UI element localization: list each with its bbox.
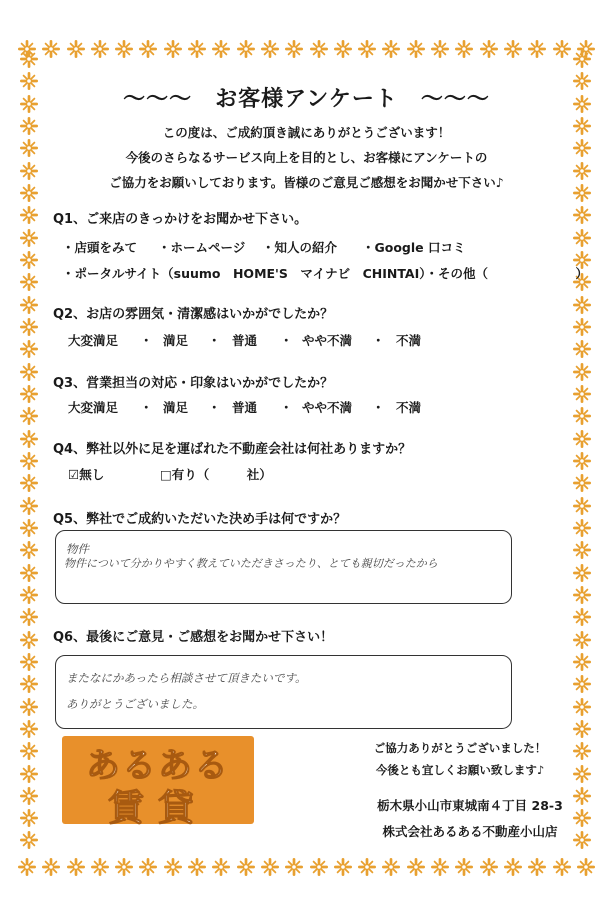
q5-answer-line-1: 物件: [66, 542, 89, 556]
star-flower-icon: [382, 858, 400, 876]
star-flower-icon: [91, 858, 109, 876]
border-bottom: [18, 858, 595, 880]
logo-text-bottom: 賃貸: [107, 788, 208, 829]
scale-option[interactable]: やや不満: [302, 333, 353, 348]
star-flower-icon: [573, 497, 591, 515]
star-flower-icon: [334, 858, 352, 876]
star-flower-icon: [42, 858, 60, 876]
star-flower-icon: [285, 858, 303, 876]
q6-answer-box: [55, 655, 512, 729]
star-flower-icon: [91, 40, 109, 58]
star-flower-icon: [480, 858, 498, 876]
q6-question: Q6、最後にご意見・ご感想をお聞かせ下さい！: [53, 630, 334, 645]
star-flower-icon: [573, 474, 591, 492]
star-flower-icon: [573, 229, 591, 247]
q4-option-yes[interactable]: □有り（ 社）: [160, 467, 272, 482]
scale-separator: ・: [372, 333, 385, 348]
star-flower-icon: [20, 720, 38, 738]
q4-question: Q4、弊社以外に足を運ばれた不動産会社は何社ありますか？: [53, 442, 412, 457]
star-flower-icon: [20, 229, 38, 247]
star-flower-icon: [164, 40, 182, 58]
border-top: [18, 40, 595, 62]
q1-option-storefront[interactable]: ・店頭をみて: [62, 240, 138, 255]
star-flower-icon: [20, 407, 38, 425]
star-flower-icon: [20, 586, 38, 604]
star-flower-icon: [573, 430, 591, 448]
star-flower-icon: [455, 40, 473, 58]
q6-answer-line-1: またなにかあったら相談させて頂きたいです。: [66, 671, 307, 685]
star-flower-icon: [18, 858, 36, 876]
star-flower-icon: [20, 787, 38, 805]
intro-text: [0, 120, 613, 195]
star-flower-icon: [310, 40, 328, 58]
star-flower-icon: [573, 340, 591, 358]
star-flower-icon: [20, 653, 38, 671]
address-line: 栃木県小山市東城南４丁目 28-3: [377, 798, 563, 813]
star-flower-icon: [20, 809, 38, 827]
scale-separator: ・: [280, 400, 293, 415]
intro-line-3: ご協力をお願いしております。皆様のご意見ご感想をお聞かせ下さい♪: [109, 175, 504, 190]
star-flower-icon: [20, 340, 38, 358]
star-flower-icon: [67, 858, 85, 876]
star-flower-icon: [20, 296, 38, 314]
star-flower-icon: [188, 40, 206, 58]
star-flower-icon: [20, 765, 38, 783]
star-flower-icon: [20, 430, 38, 448]
star-flower-icon: [261, 40, 279, 58]
star-flower-icon: [407, 858, 425, 876]
scale-option[interactable]: 満足: [163, 333, 189, 348]
star-flower-icon: [407, 40, 425, 58]
star-flower-icon: [285, 40, 303, 58]
star-flower-icon: [164, 858, 182, 876]
scale-separator: ・: [140, 333, 153, 348]
star-flower-icon: [573, 564, 591, 582]
star-flower-icon: [573, 541, 591, 559]
star-flower-icon: [577, 858, 595, 876]
star-flower-icon: [573, 363, 591, 381]
star-flower-icon: [382, 40, 400, 58]
star-flower-icon: [20, 742, 38, 760]
star-flower-icon: [139, 858, 157, 876]
q5-answer-box: [55, 530, 512, 604]
scale-option[interactable]: 満足: [163, 400, 189, 415]
star-flower-icon: [20, 251, 38, 269]
star-flower-icon: [212, 858, 230, 876]
closing-line-2: 今後とも宜しくお願い致します♪: [375, 763, 545, 777]
star-flower-icon: [20, 698, 38, 716]
star-flower-icon: [573, 653, 591, 671]
star-flower-icon: [20, 497, 38, 515]
star-flower-icon: [573, 206, 591, 224]
star-flower-icon: [20, 519, 38, 537]
star-flower-icon: [139, 40, 157, 58]
star-flower-icon: [573, 765, 591, 783]
star-flower-icon: [358, 40, 376, 58]
star-flower-icon: [504, 858, 522, 876]
star-flower-icon: [573, 50, 591, 68]
scale-option[interactable]: 普通: [232, 400, 258, 415]
q5-question: Q5、弊社でご成約いただいた決め手は何ですか？: [53, 512, 347, 527]
closing-line-1: ご協力ありがとうございました！: [373, 741, 547, 755]
star-flower-icon: [504, 40, 522, 58]
star-flower-icon: [455, 858, 473, 876]
star-flower-icon: [573, 698, 591, 716]
star-flower-icon: [573, 318, 591, 336]
star-flower-icon: [20, 206, 38, 224]
scale-separator: ・: [208, 400, 221, 415]
star-flower-icon: [573, 675, 591, 693]
company-logo: [62, 736, 254, 829]
intro-line-2: 今後のさらなるサービス向上を目的とし、お客様にアンケートの: [125, 150, 488, 165]
q3-question: Q3、営業担当の対応・印象はいかがでしたか？: [53, 376, 334, 391]
q2-question: Q2、お店の雰囲気・清潔感はいかがでしたか？: [53, 307, 334, 322]
star-flower-icon: [115, 40, 133, 58]
logo-text-top: あるある: [86, 746, 230, 786]
q1-option-portal[interactable]: ・ポータルサイト（suumo HOME'S マイナビ CHINTAI）・その他（ ）: [62, 266, 589, 281]
star-flower-icon: [20, 831, 38, 849]
star-flower-icon: [20, 452, 38, 470]
star-flower-icon: [573, 296, 591, 314]
star-flower-icon: [553, 858, 571, 876]
q1-option-homepage[interactable]: ・ホームページ: [158, 240, 246, 255]
star-flower-icon: [67, 40, 85, 58]
scale-option[interactable]: 不満: [396, 400, 422, 415]
star-flower-icon: [20, 608, 38, 626]
star-flower-icon: [573, 608, 591, 626]
scale-option[interactable]: 不満: [396, 333, 422, 348]
star-flower-icon: [115, 858, 133, 876]
q4-option-none[interactable]: ☑無し: [68, 467, 105, 482]
star-flower-icon: [573, 407, 591, 425]
scale-option[interactable]: やや不満: [302, 400, 353, 415]
star-flower-icon: [553, 40, 571, 58]
star-flower-icon: [528, 40, 546, 58]
star-flower-icon: [573, 385, 591, 403]
star-flower-icon: [358, 858, 376, 876]
scale-separator: ・: [280, 333, 293, 348]
star-flower-icon: [237, 858, 255, 876]
star-flower-icon: [310, 858, 328, 876]
star-flower-icon: [42, 40, 60, 58]
scale-option[interactable]: 大変満足: [68, 333, 119, 348]
star-flower-icon: [573, 720, 591, 738]
star-flower-icon: [528, 858, 546, 876]
star-flower-icon: [431, 858, 449, 876]
star-flower-icon: [261, 858, 279, 876]
q1-option-google[interactable]: ・Google 口コミ: [362, 240, 466, 255]
star-flower-icon: [573, 742, 591, 760]
star-flower-icon: [334, 40, 352, 58]
star-flower-icon: [20, 50, 38, 68]
star-flower-icon: [573, 452, 591, 470]
star-flower-icon: [20, 318, 38, 336]
star-flower-icon: [20, 541, 38, 559]
star-flower-icon: [573, 586, 591, 604]
q1-question: Q1、ご来店のきっかけをお聞かせ下さい。: [53, 212, 308, 227]
scale-option[interactable]: 普通: [232, 333, 258, 348]
scale-option[interactable]: 大変満足: [68, 400, 119, 415]
star-flower-icon: [573, 631, 591, 649]
star-flower-icon: [188, 858, 206, 876]
intro-line-1: この度は、ご成約頂き誠にありがとうございます！: [162, 125, 451, 140]
star-flower-icon: [20, 564, 38, 582]
star-flower-icon: [20, 273, 38, 291]
scale-separator: ・: [140, 400, 153, 415]
scale-separator: ・: [372, 400, 385, 415]
star-flower-icon: [20, 631, 38, 649]
star-flower-icon: [20, 675, 38, 693]
star-flower-icon: [20, 385, 38, 403]
page-title: ～～～ お客様アンケート ～～～: [123, 87, 490, 112]
star-flower-icon: [20, 474, 38, 492]
star-flower-icon: [431, 40, 449, 58]
q5-answer-line-2: 物件について分かりやすく教えていただきさったり、とても親切だったから: [64, 557, 438, 570]
scale-separator: ・: [208, 333, 221, 348]
star-flower-icon: [480, 40, 498, 58]
q6-answer-line-2: ありがとうございました。: [66, 697, 204, 711]
star-flower-icon: [237, 40, 255, 58]
star-flower-icon: [212, 40, 230, 58]
company-name: 株式会社あるある不動産小山店: [382, 824, 558, 839]
q1-option-referral[interactable]: ・知人の紹介: [262, 240, 338, 255]
star-flower-icon: [20, 363, 38, 381]
star-flower-icon: [573, 519, 591, 537]
